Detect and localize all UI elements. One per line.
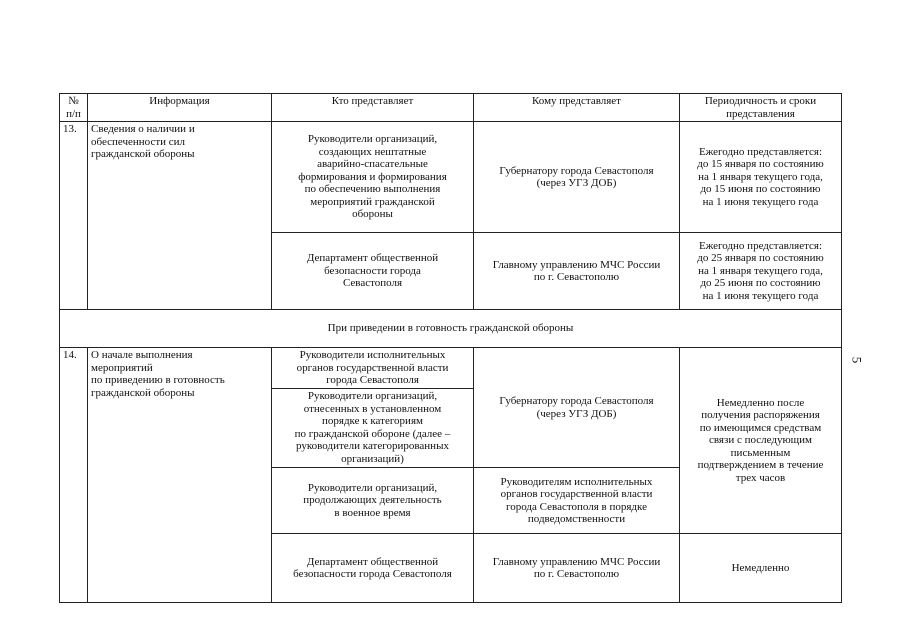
table-header-row: [60, 94, 842, 122]
row-who: Руководители организаций, отнесенных в установленном порядке к категориям по гражданской обороне (далее – руководители категорированных организаций): [272, 389, 474, 468]
row-whom: Губернатору города Севастополя (через УГЗ ДОБ): [474, 348, 680, 468]
row-period: Немедленно после получения распоряжения по имеющимся средствам связи с последующим письменным подтверждением в течение трех часов: [680, 348, 842, 534]
table-row: [60, 348, 842, 389]
row-period: Ежегодно представляется: до 15 января по состоянию на 1 января текущего года, до 15 июня по состоянию на 1 июня текущего года: [680, 122, 842, 233]
section-title: При приведении в готовность гражданской обороны: [60, 310, 842, 348]
row-period: Немедленно: [680, 534, 842, 603]
page-number: 5: [849, 356, 865, 364]
row-who: Департамент общественной безопасности города Севастополя: [272, 233, 474, 310]
row-who: Департамент общественной безопасности города Севастополя: [272, 534, 474, 603]
header-num: № п/п: [60, 94, 88, 122]
header-whom: Кому представляет: [474, 94, 680, 122]
header-info: Информация: [88, 94, 272, 122]
row-info: О начале выполнения мероприятий по приведению в готовность гражданской обороны: [88, 348, 272, 603]
row-whom: Главному управлению МЧС России по г. Севастополю: [474, 534, 680, 603]
row-whom: Руководителям исполнительных органов государственной власти города Севастополя в порядке подведомственности: [474, 468, 680, 534]
row-who: Руководители организаций, продолжающих деятельность в военное время: [272, 468, 474, 534]
header-period: Периодичность и сроки представления: [680, 94, 842, 122]
row-whom: Губернатору города Севастополя (через УГЗ ДОБ): [474, 122, 680, 233]
row-num: 14.: [60, 348, 88, 603]
row-whom: Главному управлению МЧС России по г. Севастополю: [474, 233, 680, 310]
row-who: Руководители исполнительных органов государственной власти города Севастополя: [272, 348, 474, 389]
row-who: Руководители организаций, создающих нештатные аварийно-спасательные формирования и формирования по обеспечению выполнения мероприятий гражданской обороны: [272, 122, 474, 233]
row-info: Сведения о наличии и обеспеченности сил гражданской обороны: [88, 122, 272, 310]
row-num: 13.: [60, 122, 88, 310]
row-period: Ежегодно представляется: до 25 января по состоянию на 1 января текущего года, до 25 июня по состоянию на 1 июня текущего года: [680, 233, 842, 310]
info-table: [59, 93, 842, 603]
table-row: [60, 122, 842, 233]
header-who: Кто представляет: [272, 94, 474, 122]
section-row: [60, 310, 842, 348]
